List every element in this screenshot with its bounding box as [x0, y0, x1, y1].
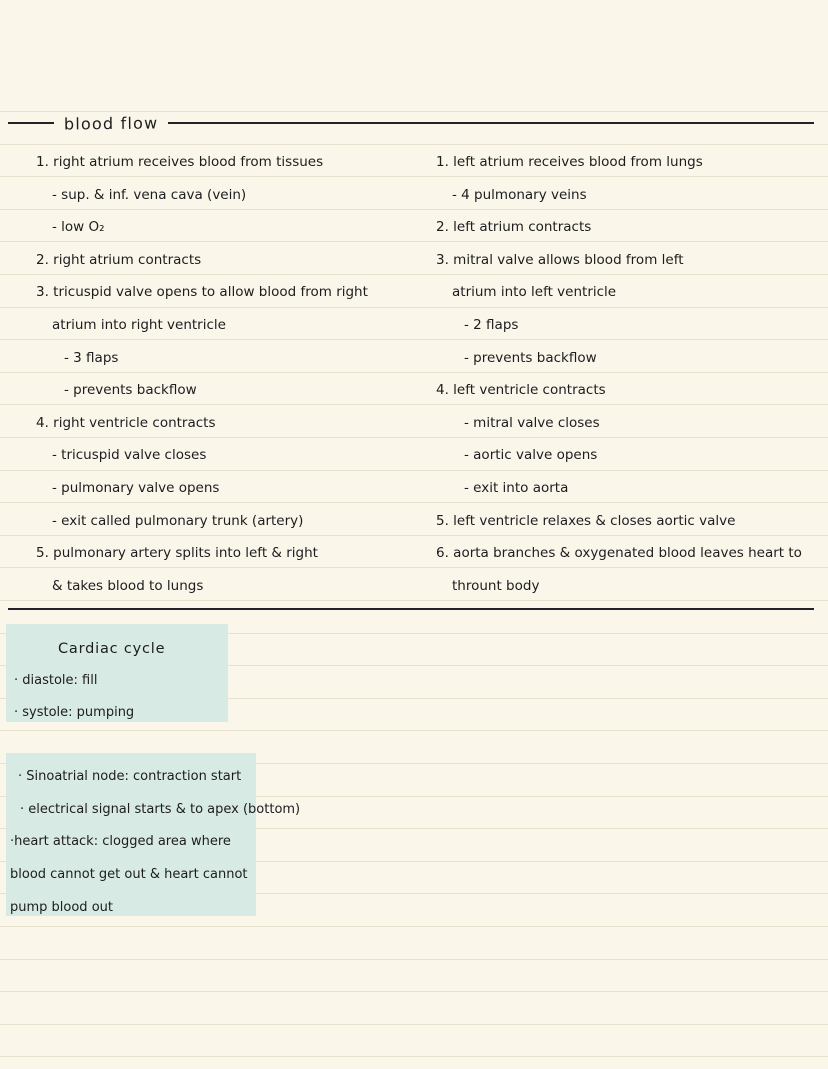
blood-flow-left-line: 1. right atrium receives blood from tissues — [36, 154, 324, 170]
conduction-note-0: · Sinoatrial node: contraction start — [18, 769, 242, 784]
blood-flow-right-line: 4. left ventricle contracts — [436, 382, 606, 399]
blood-flow-right-line: - 4 pulmonary veins — [452, 186, 587, 203]
section-heading-blood-flow — [8, 110, 814, 136]
blood-flow-right-line: - exit into aorta — [464, 479, 569, 496]
cardiac-cycle-item-1: · systole: pumping — [14, 705, 135, 720]
blood-flow-right-line: - 2 flaps — [464, 316, 519, 333]
blood-flow-left-line: & takes blood to lungs — [52, 577, 204, 594]
blood-flow-left-line: - exit called pulmonary trunk (artery) — [52, 512, 304, 529]
blood-flow-right-column — [430, 146, 810, 602]
blood-flow-left-line: - prevents backflow — [64, 382, 197, 399]
blood-flow-right-line: 5. left ventricle relaxes & closes aortic valve — [436, 512, 736, 529]
conduction-note-4: pump blood out — [10, 900, 113, 915]
blood-flow-left-line: atrium into right ventricle — [52, 316, 226, 333]
blood-flow-left-line: - 3 flaps — [64, 349, 119, 366]
blood-flow-left-line: - low O₂ — [52, 219, 105, 236]
blood-flow-left-line: - tricuspid valve closes — [52, 447, 207, 464]
conduction-note-1: · electrical signal starts & to apex (bottom) — [20, 802, 301, 817]
blood-flow-left-line: 2. right atrium contracts — [36, 251, 202, 268]
blood-flow-left-line: - pulmonary valve opens — [52, 479, 220, 496]
blood-flow-right-line: 6. aorta branches & oxygenated blood leaves heart to — [436, 545, 802, 562]
blood-flow-left-line: 4. right ventricle contracts — [36, 414, 216, 431]
heading-rule-right — [168, 122, 814, 124]
conduction-note-3: blood cannot get out & heart cannot — [10, 867, 248, 882]
blood-flow-right-line: thrount body — [452, 577, 540, 594]
blood-flow-right-line: 3. mitral valve allows blood from left — [436, 251, 684, 268]
blood-flow-right-line: - aortic valve opens — [464, 447, 598, 464]
blood-flow-left-line: - sup. & inf. vena cava (vein) — [52, 186, 247, 203]
heading-rule-left — [8, 122, 54, 124]
blood-flow-left-line: 5. pulmonary artery splits into left & right — [36, 545, 318, 562]
blood-flow-left-line: 3. tricuspid valve opens to allow blood from right — [36, 284, 368, 301]
blood-flow-right-line: - mitral valve closes — [464, 414, 600, 431]
cardiac-cycle-title: Cardiac cycle — [58, 641, 166, 657]
section-divider — [8, 608, 814, 610]
cardiac-cycle-item-0: · diastole: fill — [14, 673, 98, 688]
blood-flow-right-line: 2. left atrium contracts — [436, 219, 592, 236]
blood-flow-right-line: atrium into left ventricle — [452, 284, 617, 301]
page-title: blood flow — [63, 113, 159, 133]
blood-flow-right-line: 1. left atrium receives blood from lungs — [436, 154, 703, 170]
conduction-note-2: ·heart attack: clogged area where — [10, 834, 231, 849]
blood-flow-left-column — [30, 146, 410, 602]
blood-flow-right-line: - prevents backflow — [464, 349, 597, 366]
